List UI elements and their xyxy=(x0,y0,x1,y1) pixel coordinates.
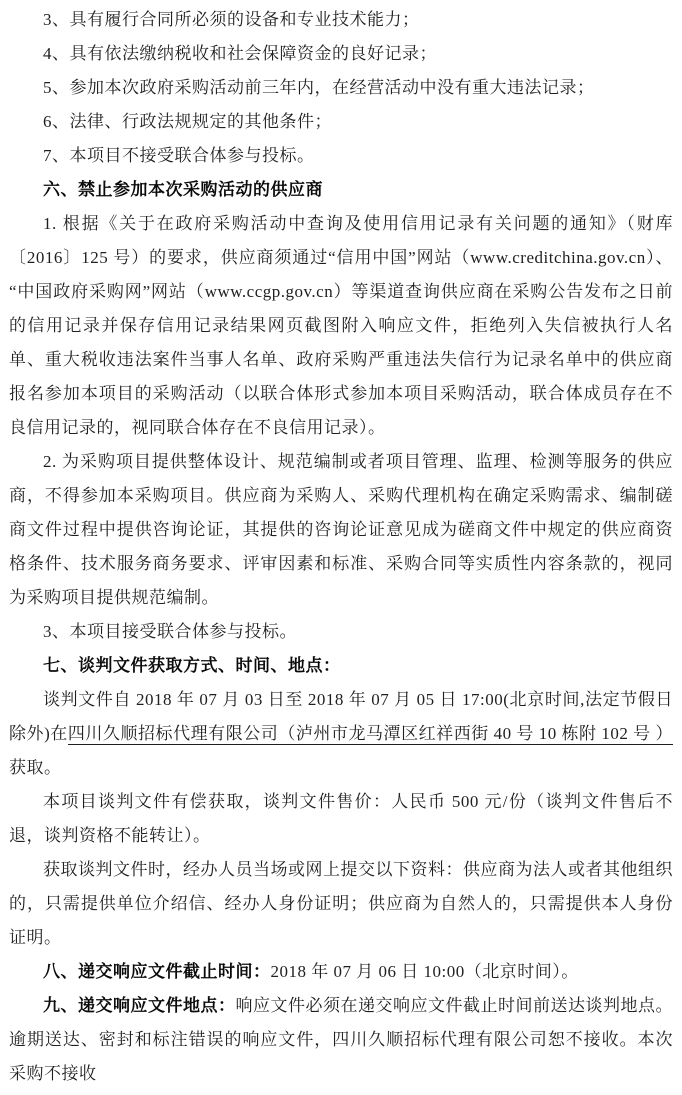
condition-item-no-consortium: 7、本项目不接受联合体参与投标。 xyxy=(43,146,315,165)
section-seven-heading: 七、谈判文件获取方式、时间、地点： xyxy=(43,656,341,675)
acquisition-materials-paragraph: 获取谈判文件时，经办人员当场或网上提交以下资料：供应商为法人或者其他组织的，只需提供单位介绍信、经办人身份证明；供应商为自然人的，只需提供本人身份证明。 xyxy=(9,860,673,947)
location-requirement-text: 响应文件必须在递交响应文件截止时间前送达谈判地点。逾期送达、密封和标注错误的响应文件，四川久顺招标代理有限公司恕不接收。本次采购不接收 xyxy=(9,996,673,1083)
condition-item-tax-record: 4、具有依法缴纳税收和社会保障资金的良好记录； xyxy=(43,44,437,63)
response-location-paragraph xyxy=(9,989,673,1091)
response-deadline-paragraph xyxy=(9,955,673,989)
joint-bid-paragraph: 3、本项目接受联合体参与投标。 xyxy=(43,622,297,641)
acquisition-time-text: 谈判文件自 2018 年 07 月 03 日至 2018 年 07 月 05 日 17:00(北京时间,法定节假日除外)在 xyxy=(9,690,673,743)
credit-record-paragraph: 1. 根据《关于在政府采购活动中查询及使用信用记录有关问题的通知》（财库〔2016〕125 号）的要求，供应商须通过“信用中国”网站（www.creditchina.gov.cn）、“中国政府采购网”网站（www.ccgp.gov.cn）等渠道查询供应商在采购公告发布之日前的信用记录并保存信用记录结果网页截图附入响应文件，拒绝列入失信被执行人名单、重大税收违法案件当事人名单、政府采购严重违法失信行为记录名单中的供应商报名参加本项目的采购活动（以联合体形式参加本项目采购活动，联合体成员存在不良信用记录的，视同联合体存在不良信用记录）。 xyxy=(9,214,673,437)
consulting-restriction-paragraph: 2. 为采购项目提供整体设计、规范编制或者项目管理、监理、检测等服务的供应商，不得参加本采购项目。供应商为采购人、采购代理机构在确定采购需求、编制磋商文件过程中提供咨询论证，其提供的咨询论证意见成为磋商文件中规定的供应商资格条件、技术服务商务要求、评审因素和标准、采购合同等实质性内容条款的，视同为采购项目提供规范编制。 xyxy=(9,452,673,607)
section-nine-heading: 九、递交响应文件地点： xyxy=(43,996,236,1015)
condition-item-no-violation: 5、参加本次政府采购活动前三年内，在经营活动中没有重大违法记录； xyxy=(43,78,595,97)
section-eight-heading: 八、递交响应文件截止时间： xyxy=(43,962,271,981)
document-acquisition-paragraph xyxy=(9,683,673,785)
acquisition-suffix-text: 获取。 xyxy=(9,758,62,777)
section-six-heading: 六、禁止参加本次采购活动的供应商 xyxy=(43,180,323,199)
condition-item-equipment: 3、具有履行合同所必须的设备和专业技术能力； xyxy=(43,10,420,29)
deadline-datetime-text: 2018 年 07 月 06 日 10:00（北京时间）。 xyxy=(270,962,579,981)
document-price-paragraph: 本项目谈判文件有偿获取，谈判文件售价：人民币 500 元/份（谈判文件售后不退，谈判资格不能转让）。 xyxy=(9,792,673,845)
agency-address-underlined: 四川久顺招标代理有限公司（泸州市龙马潭区红祥西街 40 号 10 栋附 102 号 ） xyxy=(67,724,673,743)
condition-item-other-laws: 6、法律、行政法规规定的其他条件； xyxy=(43,112,332,131)
